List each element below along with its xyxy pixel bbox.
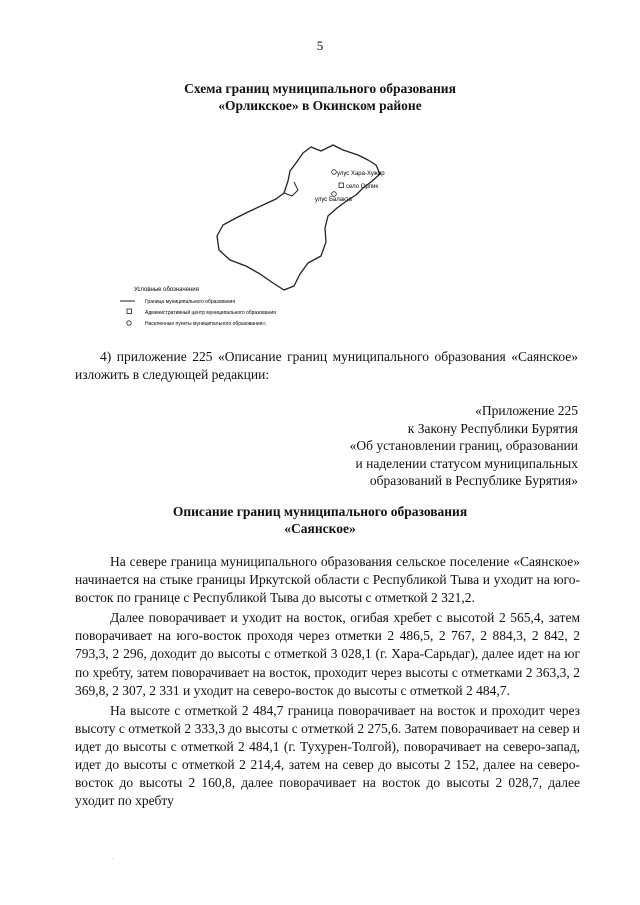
legend-boundary: Граница муниципального образования [145, 299, 236, 305]
label-balakta: улус Балакта [315, 197, 352, 203]
description-title-line1: Описание границ муниципального образования [172, 504, 468, 519]
schema-title [0, 80, 640, 114]
boundary-map [118, 138, 418, 338]
municipal-boundary-outline [217, 145, 380, 290]
legend-settlement-symbol [127, 321, 131, 325]
body-paragraph: Далее поворачивает и уходит на восток, огибая хребет с высотой 2 565,4, затем поворачивает на юго-восток проходя через отметки 2 486,5, 2 767, 2 884,3, 2 842, 2 793,3, 2 296, доходит до высоты с отметкой 3 028,1 (г. Хара-Сарьдаг), далее идет на юг по хребту, затем поворачивает на восток, проходит через высоты с отметками 2 363,3, 2 369,8, 2 307, 2 331 и уходит на северо-восток до высоты с отметкой 2 484,7. [75, 610, 580, 698]
body-paragraph: На севере граница муниципального образования сельское поселение «Саянское» начинается на стыке границы Иркутской области с Республикой Тыва и уходит на юго-восток по границе с Республикой Тыва до высоты с отметкой 2 321,2. [75, 554, 580, 606]
schema-title-line2: «Орликское» в Окинском районе [218, 98, 422, 113]
amendment-paragraph: 4) приложение 225 «Описание границ муниципального образования «Саянское» изложить в следующей редакции: [75, 349, 578, 382]
description-title [0, 503, 640, 537]
boundary-notch [284, 182, 298, 196]
legend-settlements: Населенные пункты муниципального образования»; [145, 321, 267, 327]
description-body [75, 553, 580, 812]
description-title-line2: «Саянское» [284, 521, 356, 536]
appendix-reference [308, 402, 578, 490]
appendix-line2: к Закону Республики Бурятия [407, 420, 578, 436]
appendix-line5: образований в Республике Бурятия» [369, 473, 578, 488]
legend-admin-center: Административный центр муниципального образования [145, 310, 276, 316]
label-orlik: село Орлик [346, 184, 378, 190]
settlement-marker-khara-khuzhir [332, 170, 337, 175]
scan-speck: . [112, 855, 114, 861]
page-number: 5 [316, 38, 324, 53]
admin-center-marker-orlik [339, 183, 344, 188]
schema-title-line1: Схема границ муниципального образования [184, 81, 456, 96]
appendix-line3: «Об установлении границ, образовании [349, 438, 578, 453]
legend-admin-symbol [127, 309, 132, 314]
body-paragraph: На высоте с отметкой 2 484,7 граница поворачивает на восток и проходит через высоту с отметкой 2 333,3 до высоты с отметкой 2 275,6. Затем поворачивает на север и идет до высоты с отметкой 2 484,1 (г. Тухурен-Толгой), поворачивает на северо-запад, идет до высоты с отметкой 2 214,4, затем на север до высоты 2 152, далее на северо-восток до высоты 2 160,8, далее поворачивает на восток до высоты 2 028,7, далее уходит по хребту [75, 702, 580, 809]
appendix-line1: «Приложение 225 [475, 403, 578, 418]
appendix-line4: и наделении статусом муниципальных [355, 455, 578, 471]
label-khara-khuzhir: улус Хара-Хужир [337, 171, 385, 177]
legend-title: Условные обозначения [134, 287, 199, 293]
settlement-marker-balakta [332, 192, 337, 197]
